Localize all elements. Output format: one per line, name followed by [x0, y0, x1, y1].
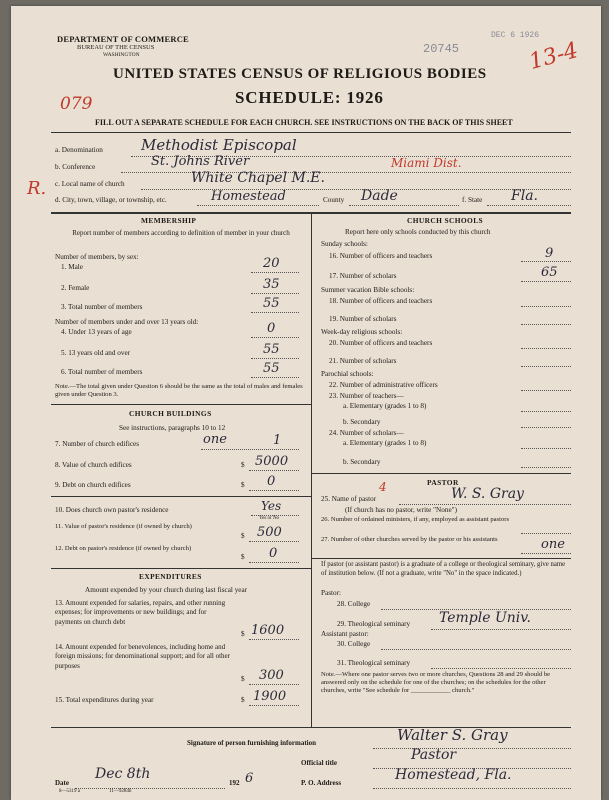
weekday-teachers-label: 20. Number of officers and teachers: [329, 339, 433, 347]
assistant-section-label: Assistant pastor:: [321, 630, 369, 638]
by-sex-label: Number of members, by sex:: [55, 253, 139, 261]
county-label: County: [323, 196, 345, 204]
census-schedule-sheet: [11, 6, 601, 800]
dollar-9: $: [241, 481, 245, 489]
schools-intro: Report here only schools conducted by this church: [345, 228, 491, 236]
owns-residence-label: 10. Does church own pastor's residence: [55, 506, 169, 514]
red-mark-4: 4: [379, 480, 387, 494]
parochial-officers-label: 22. Number of administrative officers: [329, 381, 438, 389]
signature-label: Signature of person furnishing information: [187, 739, 316, 747]
church-name-value: White Chapel M.E.: [191, 170, 325, 186]
residence-value-value: 500: [257, 525, 282, 540]
state-value: Fla.: [511, 188, 538, 204]
signature-value: Walter S. Gray: [397, 726, 508, 744]
residence-value-label: 11. Value of pastor's residence (if owned by church): [55, 523, 192, 530]
form-title: UNITED STATES CENSUS OF RELIGIOUS BODIES: [113, 66, 487, 82]
total-members-age-value: 55: [263, 361, 280, 376]
running-expenses-value: 1600: [251, 623, 285, 638]
bureau-label: BUREAU OF THE CENSUS: [77, 44, 155, 51]
edifice-value-value: 5000: [255, 454, 289, 469]
year-prefix: 192: [229, 779, 240, 787]
female-value: 35: [263, 277, 280, 292]
by-age-label: Number of members under and over 13 years old:: [55, 318, 199, 326]
parochial-teachers-label: 23. Number of teachers—: [329, 392, 404, 400]
city-value: Homestead: [211, 189, 286, 204]
running-expenses-label: 13. Amount expended for salaries, repairs, and other running expenses; for improvements or new buildings; and for payments on church debt: [55, 599, 226, 626]
city-label: WASHINGTON: [103, 52, 140, 58]
dollar-11: $: [241, 532, 245, 540]
county-value: Dade: [361, 188, 398, 204]
conference-label: b. Conference: [55, 163, 96, 171]
membership-note: Note.—The total given under Question 6 should be the same as the total of males and females given under Question 3.: [55, 383, 303, 399]
assistant-college-label: 30. College: [337, 640, 371, 648]
dollar-12: $: [241, 553, 245, 561]
assistant-seminary-label: 31. Theological seminary: [337, 659, 411, 667]
official-title-value: Pastor: [411, 747, 457, 763]
female-label: 2. Female: [61, 284, 90, 292]
assistant-pastors-label: 26. Number of ordained ministers, if any, employed as assistant pastors: [321, 516, 510, 523]
form-instruction: FILL OUT A SEPARATE SCHEDULE FOR EACH CHURCH. SEE INSTRUCTIONS ON THE BACK OF THIS SHEET: [95, 118, 513, 127]
city-label: d. City, town, village, or township, etc.: [55, 196, 167, 204]
stamp-number: 20745: [423, 42, 460, 56]
dept-label: DEPARTMENT OF COMMERCE: [57, 34, 189, 44]
edifices-value: 1: [273, 433, 282, 448]
pastor-section-label: Pastor:: [321, 589, 341, 597]
pastor-college-label: 28. College: [337, 600, 371, 608]
weekday-schools-label: Week-day religious schools:: [321, 328, 403, 336]
total-members-age-label: 6. Total number of members: [61, 368, 143, 376]
residence-debt-value: 0: [269, 546, 278, 561]
total-members-value: 55: [263, 296, 280, 311]
teachers-elementary-label: a. Elementary (grades 1 to 8): [343, 402, 427, 410]
po-address-label: P. O. Address: [301, 779, 342, 787]
edifices-label: 7. Number of church edifices: [55, 440, 140, 448]
expenditures-heading: EXPENDITURES: [139, 572, 202, 581]
expenditures-sub: Amount expended by your church during last fiscal year: [85, 586, 248, 594]
sunday-scholars-label: 17. Number of scholars: [329, 272, 397, 280]
red-annotation-top-right: 13-4: [526, 38, 581, 75]
buildings-sub: See instructions, paragraphs 10 to 12: [119, 424, 226, 432]
print-number: 11—9284b: [109, 789, 132, 794]
over-13-label: 5. 13 years old and over: [61, 349, 131, 357]
edifice-debt-value: 0: [267, 474, 276, 489]
total-members-label: 3. Total number of members: [61, 303, 143, 311]
over-13-value: 55: [263, 342, 280, 357]
residence-debt-label: 12. Debt on pastor's residence (if owned by church): [55, 545, 192, 552]
district-annotation: Miami Dist.: [391, 156, 462, 170]
red-annotation-left: 079: [60, 94, 93, 114]
edifices-word: one: [203, 432, 227, 447]
membership-heading: MEMBERSHIP: [141, 216, 197, 225]
sunday-schools-label: Sunday schools:: [321, 240, 368, 248]
male-label: 1. Male: [61, 263, 83, 271]
church-name-label: c. Local name of church: [55, 180, 125, 188]
weekday-scholars-label: 21. Number of scholars: [329, 357, 397, 365]
stamp-date: DEC 6 1926: [491, 31, 540, 40]
edifice-value-label: 8. Value of church edifices: [55, 461, 132, 469]
conference-value: St. Johns River: [151, 154, 250, 169]
sunday-teachers-value: 9: [545, 246, 554, 261]
sunday-scholars-value: 65: [541, 265, 558, 280]
other-churches-label: 27. Number of other churches served by the pastor or his assistants: [321, 536, 498, 543]
date-value: Dec 8th: [95, 766, 151, 782]
pastor-name-hint: (If church has no pastor, write "None"): [345, 506, 457, 514]
scholars-secondary-label: b. Secondary: [343, 458, 381, 466]
official-title-label: Official title: [301, 759, 337, 767]
red-mark-r: R.: [27, 178, 47, 199]
date-label: Date: [55, 779, 69, 787]
dollar-13: $: [241, 630, 245, 638]
po-address-value: Homestead, Fla.: [395, 767, 512, 783]
benevolences-label: 14. Amount expended for benevolences, including home and foreign missions; for denominational support; and for all other purposes: [55, 643, 230, 670]
membership-intro: Report number of members according to definition of member in your church: [72, 229, 290, 237]
dollar-8: $: [241, 461, 245, 469]
teachers-secondary-label: b. Secondary: [343, 418, 381, 426]
dollar-15: $: [241, 696, 245, 704]
form-subtitle: SCHEDULE: 1926: [235, 88, 384, 107]
summer-schools-label: Summer vacation Bible schools:: [321, 286, 415, 294]
edifice-debt-label: 9. Debt on church edifices: [55, 481, 131, 489]
total-expenditures-label: 15. Total expenditures during year: [55, 696, 154, 704]
pastor-seminary-label: 29. Theological seminary: [337, 620, 411, 628]
state-label: f. State: [462, 196, 483, 204]
pastor-seminary-value: Temple Univ.: [439, 610, 531, 626]
under-13-value: 0: [267, 321, 276, 336]
pastor-heading: PASTOR: [427, 478, 459, 487]
form-number: 8—5319 a: [59, 789, 80, 794]
dollar-14: $: [241, 675, 245, 683]
denomination-value: Methodist Episcopal: [141, 136, 297, 154]
pastor-name-label: 25. Name of pastor: [321, 495, 377, 503]
yes-no-hint: Yes or No: [259, 516, 280, 521]
sunday-teachers-label: 16. Number of officers and teachers: [329, 252, 433, 260]
other-churches-value: one: [541, 537, 565, 552]
total-expenditures-value: 1900: [253, 689, 287, 704]
summer-teachers-label: 18. Number of officers and teachers: [329, 297, 433, 305]
pastor-note: Note.—Where one pastor serves two or more churches, Questions 28 and 29 should be answered only on the schedule for one of the churches; on the schedules for the other churches, write "See schedule for ____________ church.": [321, 671, 551, 695]
schools-heading: CHURCH SCHOOLS: [407, 216, 484, 225]
benevolences-value: 300: [259, 668, 284, 683]
under-13-label: 4. Under 13 years of age: [61, 328, 132, 336]
pastor-name-value: W. S. Gray: [451, 486, 524, 502]
scholars-elementary-label: a. Elementary (grades 1 to 8): [343, 439, 427, 447]
male-value: 20: [263, 256, 280, 271]
owns-residence-value: Yes: [261, 499, 282, 513]
buildings-heading: CHURCH BUILDINGS: [129, 409, 212, 418]
parochial-schools-label: Parochial schools:: [321, 370, 374, 378]
graduate-instruction: If pastor (or assistant pastor) is a graduate of a college or theological seminary, give name of institution below. (If not a graduate, write "No" in the space indicated.): [321, 561, 566, 577]
denomination-label: a. Denomination: [55, 146, 103, 154]
year-value: 6: [245, 771, 254, 786]
parochial-scholars-label: 24. Number of scholars—: [329, 429, 404, 437]
summer-scholars-label: 19. Number of scholars: [329, 315, 397, 323]
